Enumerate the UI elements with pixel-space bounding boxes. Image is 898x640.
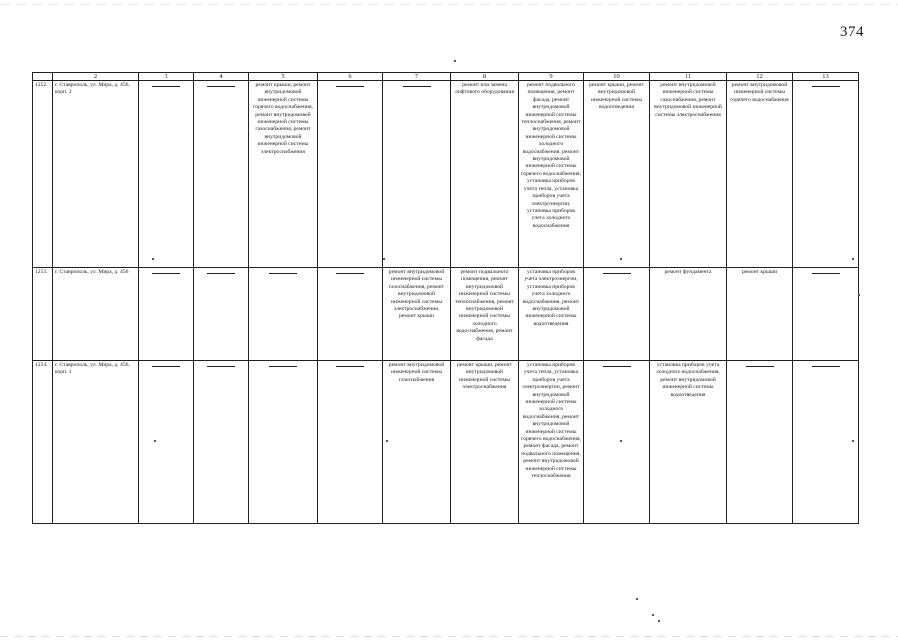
- column-header: 7: [383, 73, 451, 81]
- dash-mark: [336, 273, 364, 274]
- column-header: 10: [584, 73, 650, 81]
- column-header-row-number: [33, 73, 53, 81]
- scan-speck: [152, 258, 154, 260]
- register-sheet: [32, 72, 858, 524]
- empty-cell: [249, 361, 318, 524]
- work-cell: ремонт подвального помещения, ремонт внутридомовой инженерной системы теплоснабжения, ремонт внутридомовой инженерной системы холодного водоснабжения, ремонт фасада: [451, 268, 519, 361]
- scan-speck: [858, 294, 860, 296]
- table-row: [33, 361, 859, 524]
- work-cell: установка приборов учета холодного водоснабжения, ремонт внутридомовой инженерной системы водоотведения: [650, 361, 727, 524]
- dash-mark: [812, 273, 840, 274]
- work-cell: ремонт крыши, ремонт внутридомовой инженерной системы горячего водоснабжения, ремонт внутридомовой инженерной системы газоснабжения, ремонт внутридомовой инженерной системы электроснабжения: [249, 81, 318, 268]
- work-cell: ремонт подвального помещения, ремонт фасада, ремонт внутридомовой инженерной системы теплоснабжения, ремонт внутридомовой инженерной системы холодного водоснабжения, ремонт внутридомовой инженерной системы горячего водоснабжения, установка приборов учета тепла, установка приборов учета электроэнергии, установка приборов учета холодного водоснабжения: [519, 81, 584, 268]
- address-cell: г. Ставрополь, ул. Мира, д. 456, корп. 2: [53, 81, 139, 268]
- scan-speck: [852, 258, 854, 260]
- empty-cell: [249, 268, 318, 361]
- column-header: 6: [318, 73, 383, 81]
- empty-cell: [139, 361, 194, 524]
- scan-speck: [658, 620, 660, 622]
- column-header: 5: [249, 73, 318, 81]
- work-cell: ремонт крыши, ремонт внутридомовой инженерной системы водоотведения: [584, 81, 650, 268]
- dash-mark: [207, 273, 235, 274]
- dash-mark: [403, 86, 431, 87]
- column-header: 12: [727, 73, 793, 81]
- dash-mark: [603, 366, 631, 367]
- empty-cell: [139, 268, 194, 361]
- column-header: 13: [793, 73, 859, 81]
- work-cell: ремонт внутридомовой инженерной системы газоснабжения, ремонт внутридомовой инженерной системы электроснабжения, ремонт крыши: [383, 268, 451, 361]
- work-cell: ремонт внутридомовой инженерной системы газоснабжения: [383, 361, 451, 524]
- work-cell: установка приборов учета электроэнергии, установка приборов учета холодного водоснабжения, ремонт внутридомовой инженерной системы водоотведения: [519, 268, 584, 361]
- dash-mark: [812, 366, 840, 367]
- column-header: 3: [139, 73, 194, 81]
- address-cell: г. Ставрополь, ул. Мира, д. 456, корп. 1: [53, 361, 139, 524]
- table-row: [33, 268, 859, 361]
- row-number: 1254.: [33, 361, 53, 524]
- empty-cell: [584, 361, 650, 524]
- empty-cell: [793, 268, 859, 361]
- work-cell: ремонт крыши, ремонт внутридомовой инженерной системы электроснабжения: [451, 361, 519, 524]
- empty-cell: [318, 268, 383, 361]
- repair-register-table: [32, 72, 859, 524]
- scan-speck: [454, 60, 456, 62]
- address-cell: г. Ставрополь, ул. Мира, д. 456: [53, 268, 139, 361]
- scan-speck: [652, 614, 654, 616]
- work-cell: ремонт крыши: [727, 268, 793, 361]
- scan-speck: [620, 258, 622, 260]
- scan-speck: [383, 258, 385, 260]
- scan-speck: [154, 440, 156, 442]
- empty-cell: [383, 81, 451, 268]
- empty-cell: [727, 361, 793, 524]
- dash-mark: [336, 86, 364, 87]
- work-cell: установка приборов учета тепла, установка приборов учета электроэнергии, ремонт внутридомовой инженерной системы холодного водоснабжения, ремонт внутридомовой инженерной системы горячего водоснабжения, ремонт фасада, ремонт подвального помещения, ремонт внутридомовой инженерной системы теплоснабжения: [519, 361, 584, 524]
- table-header-row: [33, 73, 859, 81]
- column-header: 4: [194, 73, 249, 81]
- empty-cell: [318, 81, 383, 268]
- scan-speck: [636, 598, 638, 600]
- empty-cell: [584, 268, 650, 361]
- empty-cell: [793, 81, 859, 268]
- dash-mark: [336, 366, 364, 367]
- dash-mark: [603, 273, 631, 274]
- column-header: 9: [519, 73, 584, 81]
- empty-cell: [793, 361, 859, 524]
- work-cell: ремонт внутридомовой инженерной системы горячего водоснабжения: [727, 81, 793, 268]
- dash-mark: [152, 273, 180, 274]
- dash-mark: [812, 86, 840, 87]
- scan-speck: [620, 440, 622, 442]
- dash-mark: [269, 366, 297, 367]
- page-number: 374: [840, 24, 864, 40]
- scan-speck: [386, 440, 388, 442]
- empty-cell: [139, 81, 194, 268]
- work-cell: ремонт внутридомовой инженерной системы газоснабжения, ремонт внутридомовой инженерной системы электроснабжения: [650, 81, 727, 268]
- empty-cell: [194, 81, 249, 268]
- dash-mark: [746, 366, 774, 367]
- dash-mark: [269, 273, 297, 274]
- column-header: 11: [650, 73, 727, 81]
- row-number: 1252.: [33, 81, 53, 268]
- empty-cell: [194, 361, 249, 524]
- column-header: 2: [53, 73, 139, 81]
- scan-speck: [852, 440, 854, 442]
- dash-mark: [152, 86, 180, 87]
- work-cell: ремонт фундамента: [650, 268, 727, 361]
- column-header: 8: [451, 73, 519, 81]
- table-row: [33, 81, 859, 268]
- dash-mark: [152, 366, 180, 367]
- scan-bottom-edge: [0, 636, 898, 637]
- scan-top-edge: [0, 4, 898, 5]
- work-cell: ремонт или замена лифтового оборудования: [451, 81, 519, 268]
- row-number: 1253.: [33, 268, 53, 361]
- dash-mark: [207, 86, 235, 87]
- dash-mark: [207, 366, 235, 367]
- empty-cell: [194, 268, 249, 361]
- empty-cell: [318, 361, 383, 524]
